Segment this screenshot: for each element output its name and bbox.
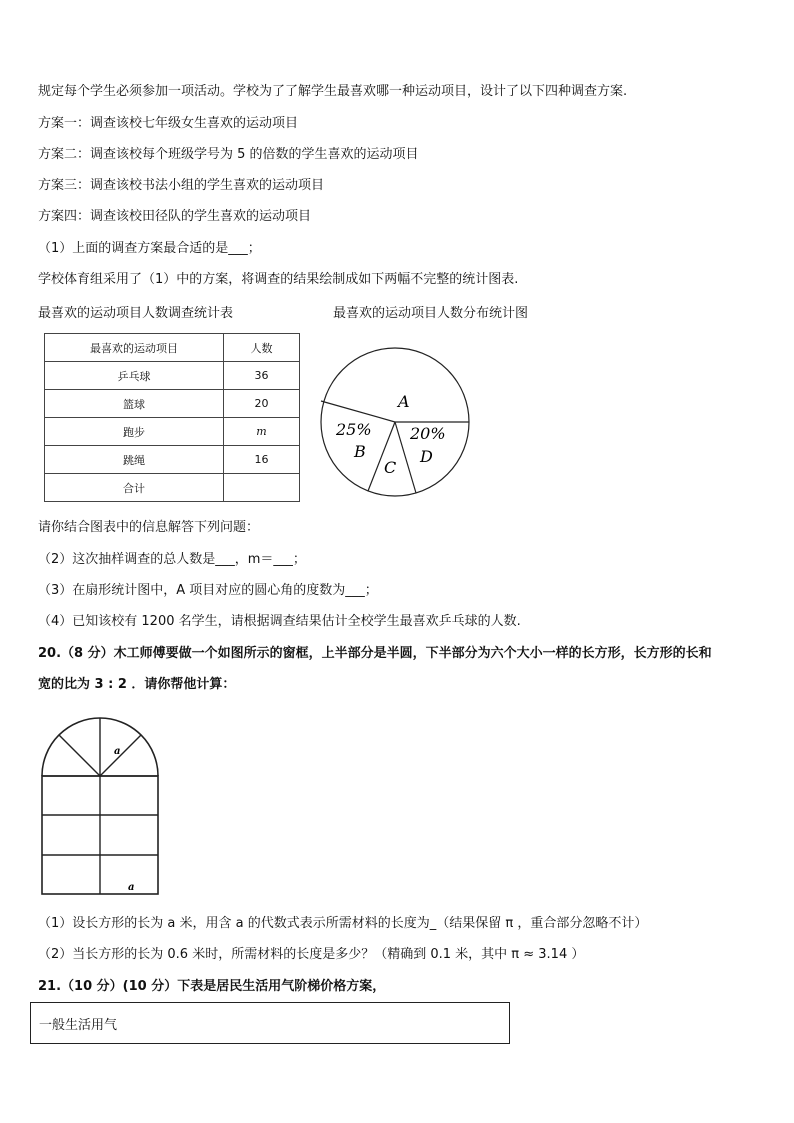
cell-sport: 篮球 xyxy=(45,390,224,418)
table-row xyxy=(45,446,300,474)
plan-1: 方案一：调查该校七年级女生喜欢的运动项目 xyxy=(38,116,299,131)
table-row xyxy=(45,390,300,418)
table-row xyxy=(45,418,300,446)
width-label-a: a xyxy=(128,882,135,893)
pie-label-b: B xyxy=(354,442,366,461)
radius-left xyxy=(59,735,100,776)
prompt-text: 请你结合图表中的信息解答下列问题： xyxy=(38,520,260,535)
question-3: （3）在扇形统计图中，A 项目对应的圆心角的度数为___； xyxy=(38,583,378,598)
cell-count xyxy=(224,474,300,502)
pie-label-a: A xyxy=(398,392,410,411)
cell-count: 20 xyxy=(224,390,300,418)
survey-table xyxy=(44,333,300,502)
intro-text: 规定每个学生必须参加一项活动。学校为了了解学生最喜欢哪一种运动项目，设计了以下四种调查方案. xyxy=(38,84,628,99)
gas-price-table xyxy=(30,1002,510,1044)
plan-4: 方案四：调查该校田径队的学生喜欢的运动项目 xyxy=(38,209,312,224)
pie-pct-b: 25% xyxy=(336,420,372,439)
cell-count: m xyxy=(224,418,300,446)
window-frame-diagram xyxy=(30,702,180,898)
question-4: （4）已知该校有 1200 名学生，请根据调查结果估计全校学生最喜欢乒乓球的人数. xyxy=(38,614,521,629)
problem-20-line2: 宽的比为 3 : 2 ．请你帮他计算： xyxy=(38,677,236,692)
pie-divider-a-b xyxy=(321,401,395,422)
problem-20-q2: （2）当长方形的长为 0.6 米时，所需材料的长度是多少？（精确到 0.1 米，其中 π ≈ 3.14 ） xyxy=(38,947,585,962)
table-header-row xyxy=(45,334,300,362)
sports-intro: 学校体育组采用了（1）中的方案，将调查的结果绘制成如下两幅不完整的统计图表. xyxy=(38,272,519,287)
pie-caption: 最喜欢的运动项目人数分布统计图 xyxy=(333,306,529,321)
header-sport: 最喜欢的运动项目 xyxy=(45,334,224,362)
plan-3: 方案三：调查该校书法小组的学生喜欢的运动项目 xyxy=(38,178,325,193)
table-row xyxy=(45,474,300,502)
question-2: （2）这次抽样调查的总人数是___，m＝___； xyxy=(38,552,306,567)
pie-chart xyxy=(316,347,474,497)
table-caption: 最喜欢的运动项目人数调查统计表 xyxy=(38,306,234,321)
problem-21: 21.（10 分）(10 分）下表是居民生活用气阶梯价格方案， xyxy=(38,979,386,994)
cell-sport: 合计 xyxy=(45,474,224,502)
gas-label: 一般生活用气 xyxy=(39,1018,118,1033)
pie-pct-d: 20% xyxy=(410,424,446,443)
problem-20-line1: 20.（8 分）木工师傅要做一个如图所示的窗框，上半部分是半圆，下半部分为六个大小一样的长方形，长方形的长和 xyxy=(38,646,712,661)
plan-2: 方案二：调查该校每个班级学号为 5 的倍数的学生喜欢的运动项目 xyxy=(38,147,419,162)
cell-count: 16 xyxy=(224,446,300,474)
pie-label-d: D xyxy=(420,447,433,466)
pie-divider-b-c xyxy=(368,422,395,491)
table-row xyxy=(45,362,300,390)
cell-count: 36 xyxy=(224,362,300,390)
question-1: （1）上面的调查方案最合适的是___； xyxy=(38,241,261,256)
cell-sport: 乒乓球 xyxy=(45,362,224,390)
cell-sport: 跑步 xyxy=(45,418,224,446)
pie-label-c: C xyxy=(384,458,397,477)
radius-right xyxy=(100,735,141,776)
problem-20-q1: （1）设长方形的长为 a 米，用含 a 的代数式表示所需材料的长度为_（结果保留 π ，重合部分忽略不计） xyxy=(38,916,648,931)
cell-sport: 跳绳 xyxy=(45,446,224,474)
radius-label-a: a xyxy=(114,746,121,757)
header-count: 人数 xyxy=(224,334,300,362)
